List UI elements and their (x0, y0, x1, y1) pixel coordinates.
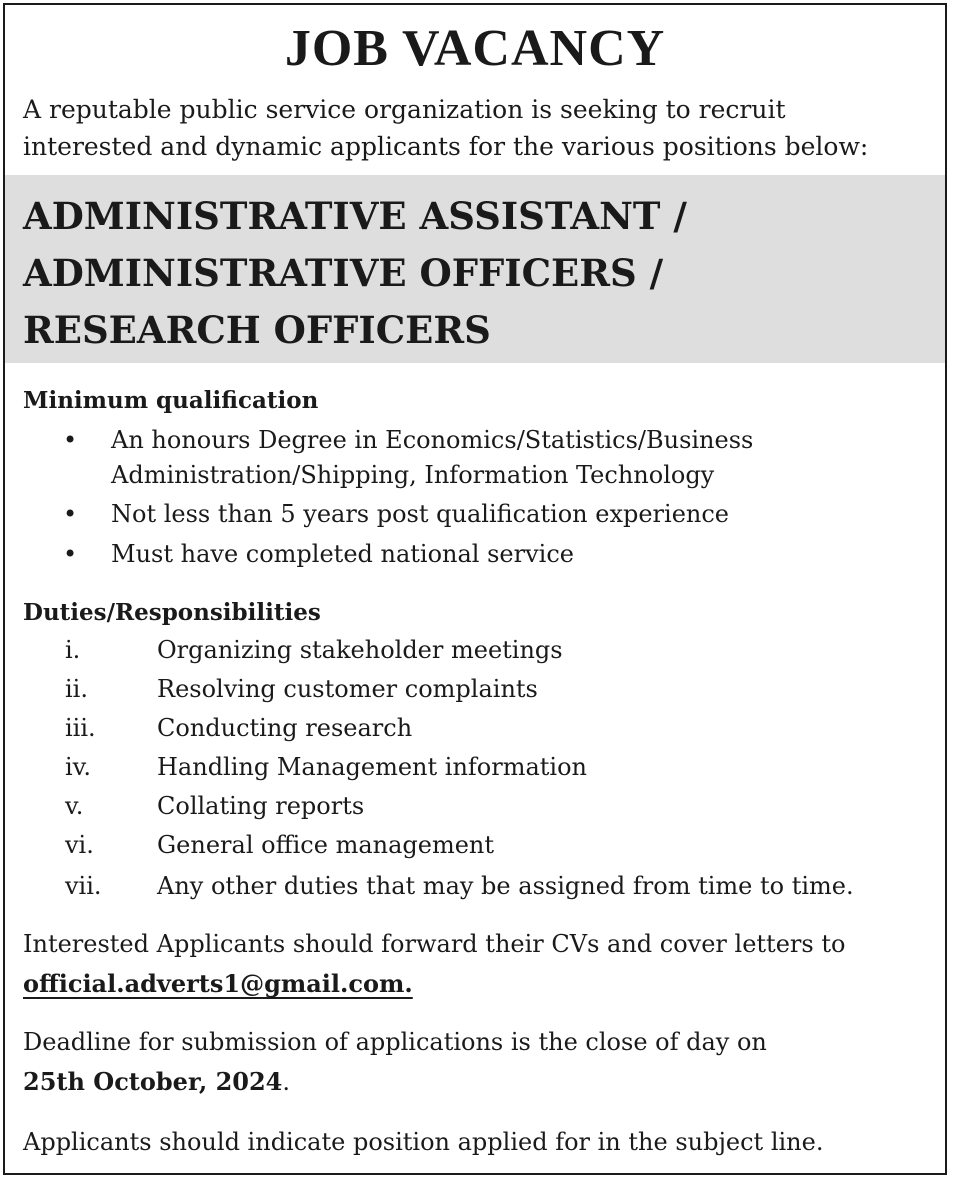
intro-text (23, 91, 933, 165)
position-title: ADMINISTRATIVE ASSISTANT / (23, 194, 687, 238)
qualification-item: Not less than 5 years post qualification experience (111, 500, 729, 528)
duty-number: iii. (65, 714, 96, 742)
deadline-period: . (282, 1068, 290, 1096)
apply-instructions: Interested Applicants should forward their CVs and cover letters to (23, 930, 846, 958)
duties-heading: Duties/Responsibilities (23, 599, 321, 626)
bullet-icon: • (63, 500, 78, 528)
duty-number: v. (65, 792, 84, 820)
bullet-icon: • (63, 426, 78, 454)
page-title: JOB VACANCY (284, 20, 666, 77)
duty-item: General office management (157, 831, 495, 859)
bullet-icon: • (63, 540, 78, 568)
apply-email-line (23, 965, 413, 1003)
qualification-heading: Minimum qualification (23, 387, 319, 414)
duty-item: Collating reports (157, 792, 365, 820)
email-link[interactable]: official.adverts1@gmail.com. (23, 969, 413, 998)
duty-item: Conducting research (157, 714, 413, 742)
position-title: ADMINISTRATIVE OFFICERS / (23, 251, 664, 295)
duty-number: iv. (65, 753, 92, 781)
deadline-text: Deadline for submission of applications is the close of day on (23, 1028, 767, 1056)
deadline-date-line (23, 1063, 290, 1101)
position-title: RESEARCH OFFICERS (23, 308, 491, 352)
duty-item: Organizing stakeholder meetings (157, 636, 563, 664)
deadline-date: 25th October, 2024 (23, 1067, 283, 1096)
duty-item: Resolving customer complaints (157, 675, 538, 703)
duty-number: vii. (65, 872, 102, 900)
subject-line-note: Applicants should indicate position applied for in the subject line. (23, 1128, 824, 1156)
intro-line: interested and dynamic applicants for the various positions below: (23, 132, 869, 161)
duty-number: ii. (65, 675, 88, 703)
positions-banner (5, 175, 945, 363)
duty-item: Any other duties that may be assigned from time to time. (157, 872, 854, 900)
duty-number: vi. (65, 831, 94, 859)
qualification-item: An honours Degree in Economics/Statistics/Business (111, 426, 754, 454)
duty-item: Handling Management information (157, 753, 587, 781)
qualification-item-continued: Administration/Shipping, Information Technology (111, 461, 715, 489)
intro-line: A reputable public service organization is seeking to recruit (23, 95, 786, 124)
duty-number: i. (65, 636, 81, 664)
job-vacancy-advert (3, 3, 947, 1175)
qualification-item: Must have completed national service (111, 540, 574, 568)
